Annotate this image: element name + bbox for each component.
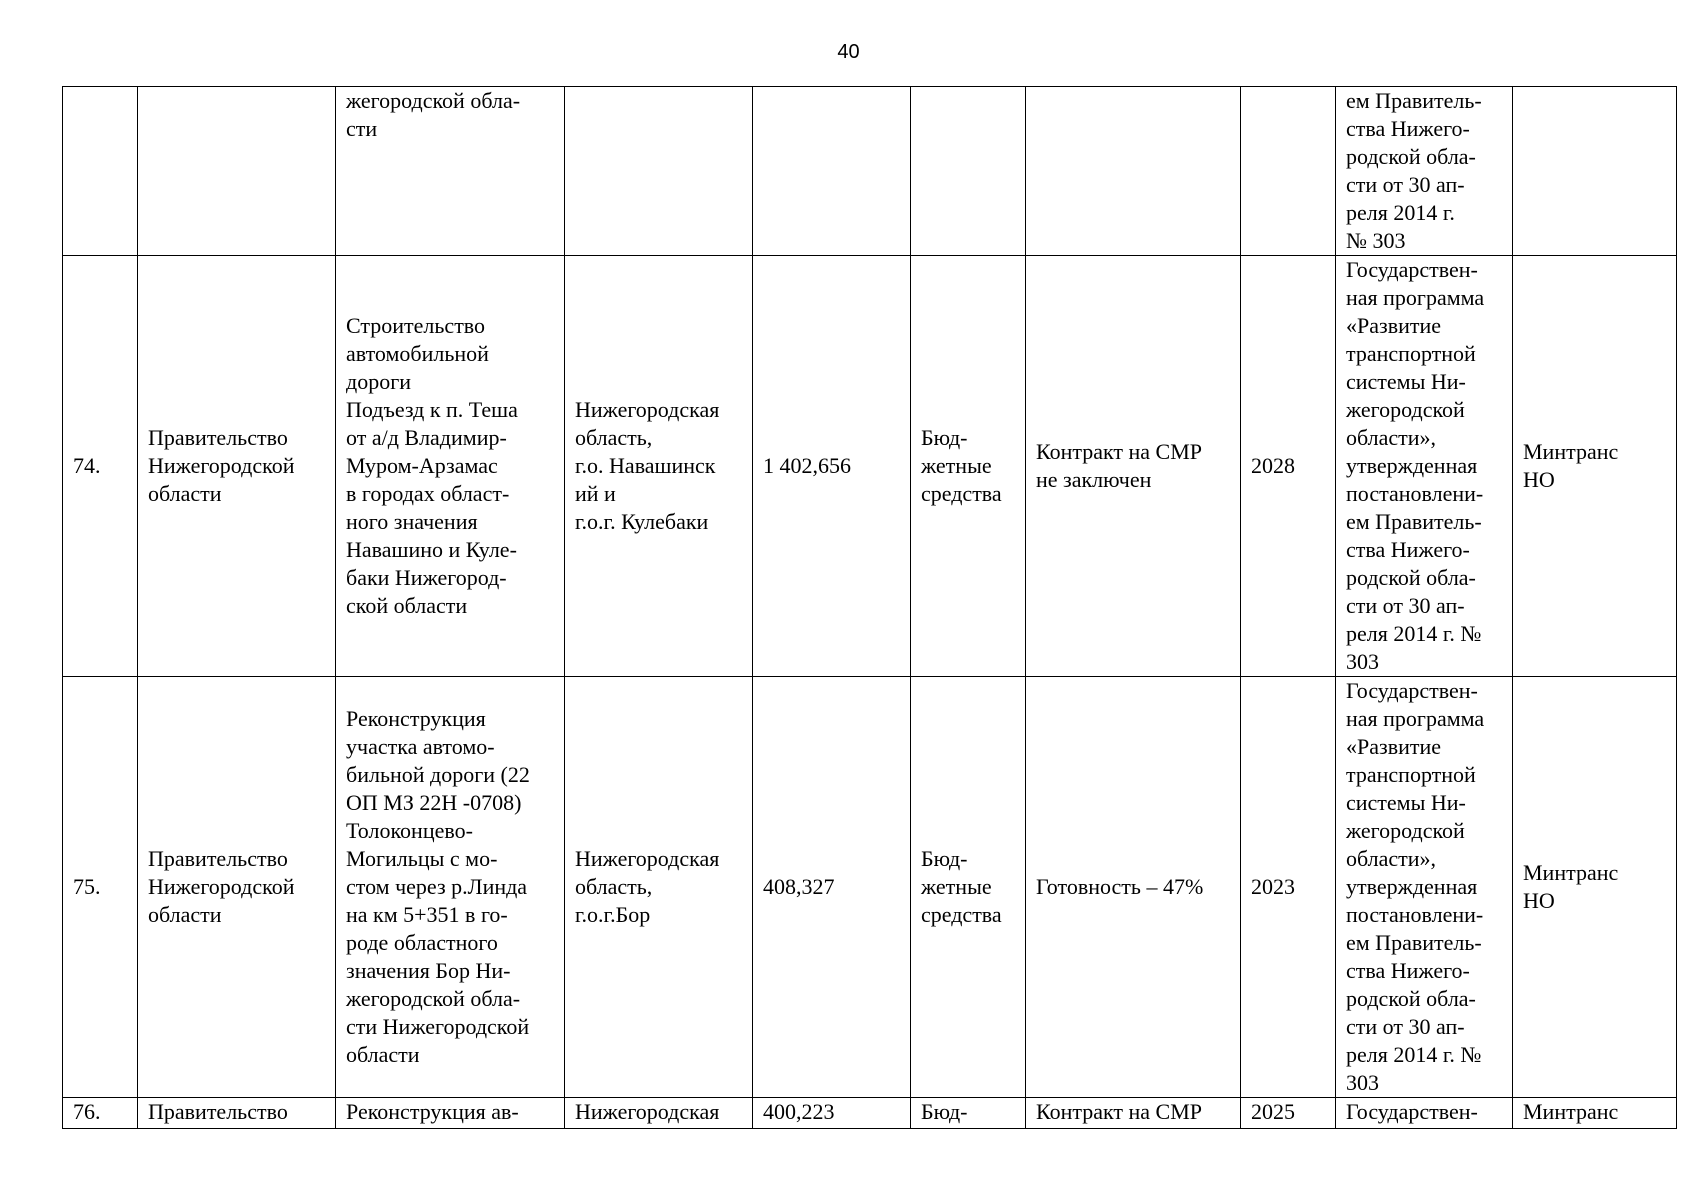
- cell-program: Государствен- ная программа «Развитие транспортной системы Ни- жегородской области», утвержденная постановлени- ем Правитель- ства Нижего- родской обла- сти от 30 ап- реля 2014 г. № 303: [1336, 256, 1513, 677]
- cell-status: Готовность – 47%: [1026, 677, 1241, 1098]
- cell-cost: 400,223: [753, 1098, 911, 1129]
- cell-location: Нижегородская: [565, 1098, 753, 1129]
- cell-source: [911, 87, 1026, 256]
- cell-location: [565, 87, 753, 256]
- cell-number: 76.: [63, 1098, 138, 1129]
- cell-number: 75.: [63, 677, 138, 1098]
- cell-cost: [753, 87, 911, 256]
- cell-cost: 1 402,656: [753, 256, 911, 677]
- cell-status: Контракт на СМР не заключен: [1026, 256, 1241, 677]
- cell-responsible: Минтранс НО: [1513, 677, 1677, 1098]
- cell-object: жегородской обла- сти: [336, 87, 565, 256]
- cell-source: Бюд-: [911, 1098, 1026, 1129]
- table-row-continuation: [63, 87, 1677, 256]
- cell-object: Строительство автомобильной дороги Подъезд к п. Теша от а/д Владимир- Муром-Арзамас в городах област- ного значения Навашино и Куле- баки Нижегород- ской области: [336, 256, 565, 677]
- table-row: [63, 256, 1677, 677]
- cell-year: 2023: [1241, 677, 1336, 1098]
- cell-year: 2025: [1241, 1098, 1336, 1129]
- cell-customer: Правительство: [138, 1098, 336, 1129]
- cell-number: 74.: [63, 256, 138, 677]
- page-number: 40: [837, 41, 860, 63]
- table-row: [63, 1098, 1677, 1129]
- cell-location: Нижегородская область, г.о.г.Бор: [565, 677, 753, 1098]
- cell-status: [1026, 87, 1241, 256]
- cell-customer: Правительство Нижегородской области: [138, 677, 336, 1098]
- cell-program: ем Правитель- ства Нижего- родской обла- сти от 30 ап- реля 2014 г. № 303: [1336, 87, 1513, 256]
- projects-table: [62, 86, 1677, 1129]
- cell-source: Бюд- жетные средства: [911, 256, 1026, 677]
- cell-year: [1241, 87, 1336, 256]
- cell-responsible: Минтранс НО: [1513, 256, 1677, 677]
- table-row: [63, 677, 1677, 1098]
- cell-responsible: [1513, 87, 1677, 256]
- cell-program: Государствен-: [1336, 1098, 1513, 1129]
- cell-status: Контракт на СМР: [1026, 1098, 1241, 1129]
- cell-source: Бюд- жетные средства: [911, 677, 1026, 1098]
- cell-object: Реконструкция ав-: [336, 1098, 565, 1129]
- cell-year: 2028: [1241, 256, 1336, 677]
- cell-number: [63, 87, 138, 256]
- cell-program: Государствен- ная программа «Развитие транспортной системы Ни- жегородской области», утвержденная постановлени- ем Правитель- ства Нижего- родской обла- сти от 30 ап- реля 2014 г. № 303: [1336, 677, 1513, 1098]
- cell-responsible: Минтранс: [1513, 1098, 1677, 1129]
- cell-customer: Правительство Нижегородской области: [138, 256, 336, 677]
- cell-location: Нижегородская область, г.о. Навашинск ий и г.о.г. Кулебаки: [565, 256, 753, 677]
- cell-customer: [138, 87, 336, 256]
- cell-cost: 408,327: [753, 677, 911, 1098]
- cell-object: Реконструкция участка автомо- бильной дороги (22 ОП МЗ 22Н -0708) Толоконцево- Могильцы с мо- стом через р.Линда на км 5+351 в го- роде областного значения Бор Ни- жегородской обла- сти Нижегородской области: [336, 677, 565, 1098]
